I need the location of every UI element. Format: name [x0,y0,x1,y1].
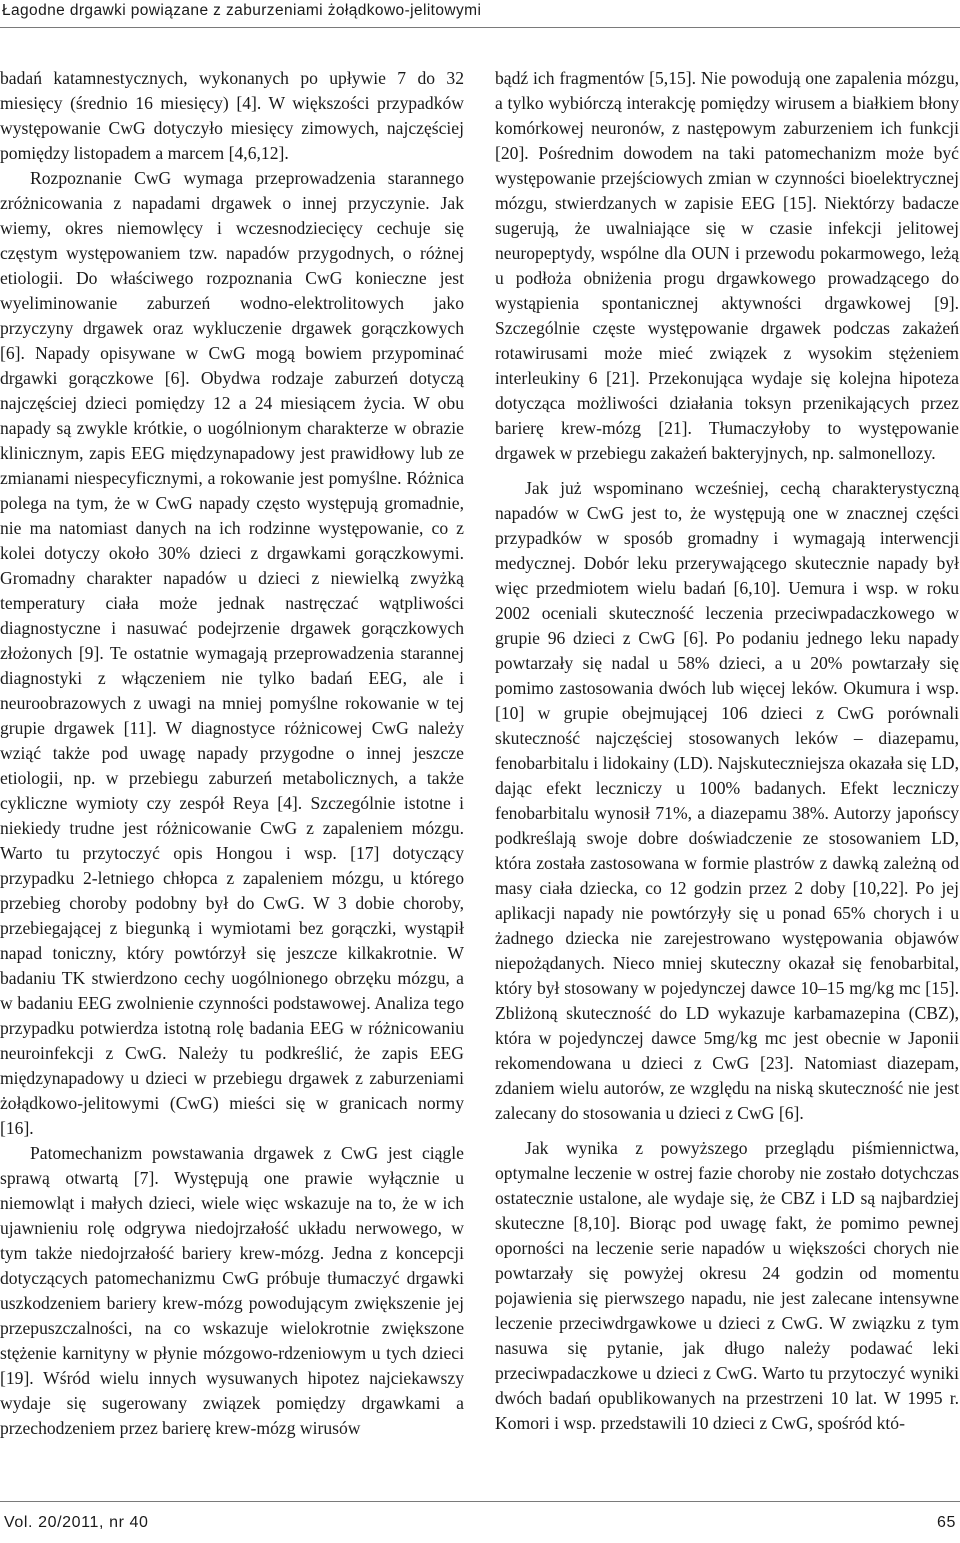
right-paragraph-3: Jak wynika z powyższego przeglądu piśmiennictwa, optymalne leczenie w ostrej fazie choroby nie zostało dotychczas ostatecznie ustalone, ale wydaje się, że CBZ i LD są najbardziej skuteczne [8,10]. Biorąc pod uwagę fakt, że pomimo pewnej oporności na leczenie serie napadów u większości chorych nie powtarzały się powyżej okresu 24 godzin od momentu pojawienia się pierwszego napadu, nie jest zalecane intensywne leczenie przeciwdrgawkowe u dzieci z CwG. W związku z tym nasuwa się pytanie, jak długo należy podawać leki przeciwpadaczkowe u dzieci z CwG. Warto tu przytoczyć wyniki dwóch badań opublikowanych na przestrzeni 10 lat. W 1995 r. Komori i wsp. przedstawili 10 dzieci z CwG, spośród któ- [495,1138,959,1433]
header-rule [0,27,960,28]
footer-rule [0,1501,960,1502]
page-number: 65 [937,1514,956,1531]
running-title: Łagodne drgawki powiązane z zaburzeniami żołądkowo-jelitowymi [2,2,482,19]
left-paragraph-3: Patomechanizm powstawania drgawek z CwG jest ciągle sprawą otwartą [7]. Występują one prawie wyłącznie u niemowląt i małych dzieci, wiele więc wskazuje na to, że w ich ujawnieniu rolę odgrywa niedojrzałość układu nerwowego, w tym także niedojrzałość bariery krew-mózg. Jedna z koncepcji dotyczących patomechanizmu CwG próbuje tłumaczyć drgawki uszkodzeniem bariery krew-mózg powodującym zwiększenie jej przepuszczalności, na co wskazuje wielokrotnie zwiększone stężenie karnityny w płynie mózgowo-rdzeniowym u tych dzieci [19]. Wśród wielu innych wysuwanych hipotez najciekawszy wydaje się sugerowany związek pomiędzy drgawkami a przechodzeniem przez barierę krew-mózg wirusów [0,1143,464,1438]
right-paragraph-2: Jak już wspominano wcześniej, cechą charakterystyczną napadów w CwG jest to, że występują one w znacznej części przypadków w sposób gromadny i wymagają interwencji medycznej. Dobór leku przerywającego skutecznie napady był więc przedmiotem wielu badań [6,10]. Uemura i wsp. w roku 2002 oceniali skuteczność leczenia przeciwpadaczkowego w grupie 96 dzieci z CwG [6]. Po podaniu jednego leku napady powtarzały się nadal u 58% dzieci, a u 20% powtarzały się pomimo zastosowania dwóch lub więcej leków. Okumura i wsp. [10] w grupie obejmującej 106 dzieci z CwG porównali skuteczność najczęściej stosowanych leków – diazepamu, fenobarbitalu i lidokainy (LD). Najskuteczniejsza okazała się LD, dając efekt leczniczy u 100% badanych. Efekt leczniczy fenobarbitalu wynosił 71%, a diazepamu 38%. Autorzy japońscy podkreślają swoje dobre doświadczenie ze stosowaniem LD, która została zastosowana w formie plastrów z dawką zależną od masy ciała dziecka, co 12 godzin przez 2 doby [10,22]. Po jej aplikacji napady nie powtórzyły się u ponad 65% chorych i u żadnego dziecka nie zarejestrowano występowania objawów niepożądanych. Nieco mniej skuteczny okazał się fenobarbital, który był stosowany w pojedynczej dawce 10–15 mg/kg mc [15]. Zbliżoną skuteczność do LD wykazuje karbamazepina (CBZ), która w pojedynczej dawce 5mg/kg mc jest obecnie w Japonii rekomendowana u dzieci z CwG [23]. Natomiast diazepam, zdaniem wielu autorów, ze względu na niską skuteczność nie jest zalecany do stosowania u dzieci z CwG [6]. [495,478,959,1123]
left-text-column [0,66,464,1441]
right-paragraph-1: bądź ich fragmentów [5,15]. Nie powodują one zapalenia mózgu, a tylko wybiórczą interakcję pomiędzy wirusem a białkiem błony komórkowej neuronów, z następowym zaburzeniem ich funkcji [20]. Pośrednim dowodem na taki patomechanizm może być występowanie przejściowych zmian w czynności bioelektrycznej mózgu, stwierdzanych w zapisie EEG [15]. Niektórzy badacze sugerują, że uwalniające się w czasie infekcji jelitowej neuropeptydy, wspólne dla OUN i przewodu pokarmowego, leżą u podłoża obniżenia progu drgawkowego prowadzącego do wystąpienia spontanicznej aktywności drgawkowej [9]. Szczególnie częste występowanie drgawek podczas zakażeń rotawirusami może mieć związek z wysokim stężeniem interleukiny 6 [21]. Przekonująca wydaje się kolejna hipoteza dotycząca możliwości działania toksyn przenikających przez barierę krew-mózg [21]. Tłumaczyłoby to występowanie drgawek w przebiegu zakażeń bakteryjnych, np. salmonellozy. [495,68,959,463]
right-text-column [495,66,959,1436]
page-footer [0,1510,960,1538]
journal-issue: Vol. 20/2011, nr 40 [4,1514,149,1531]
left-paragraph-2: Rozpoznanie CwG wymaga przeprowadzenia starannego zróżnicowania z napadami drgawek o innej przyczynie. Jak wiemy, okres niemowlęcy i wczesnodziecięcy cechuje się częstym występowaniem tzw. napadów przygodnych, o różnej etiologii. Do właściwego rozpoznania CwG konieczne jest wyeliminowanie zaburzeń wodno-elektrolitowych jako przyczyny drgawek oraz wykluczenie drgawek gorączkowych [6]. Napady opisywane w CwG mogą bowiem przypominać drgawki gorączkowe [6]. Obydwa rodzaje zaburzeń dotyczą najczęściej dzieci pomiędzy 12 a 24 miesiącem życia. W obu napady są zwykle krótkie, o uogólnionym charakterze w obrazie klinicznym, zapis EEG międzynapadowy jest prawidłowy lub ze zmianami niespecyficznymi, a rokowanie jest pomyślne. Różnica polega na tym, że w CwG napady często występują gromadnie, nie ma natomiast danych na ich rodzinne występowanie, co z kolei dotyczy około 30% dzieci z drgawkami gorączkowymi. Gromadny charakter napadów u dzieci z niewielką zwyżką temperatury ciała może jednak nastręczać wątpliwości diagnostyczne i nasuwać podejrzenie drgawek gorączkowych złożonych [9]. Te ostatnie wymagają przeprowadzenia starannej diagnostyki z włączeniem nie tylko badań EEG, ale i neuroobrazowych z uwagi na mniej pomyślne rokowanie w tej grupie drgawek [11]. W diagnostyce różnicowej CwG należy wziąć także pod uwagę napady przygodne o innej jeszcze etiologii, np. w przebiegu zaburzeń metabolicznych, a także cykliczne wymioty czy zespół Reya [4]. Szczególnie istotne i niekiedy trudne jest różnicowanie CwG z zapaleniem mózgu. Warto tu przytoczyć opis Hongou i wsp. [17] dotyczący przypadku 2-letniego chłopca z zapaleniem mózgu, u którego przebieg choroby podobny był do CwG. W 3 dobie choroby, przebiegającej z biegunką i wymiotami bez gorączki, wystąpił napad toniczny, który powtórzył się jeszcze kilkakrotnie. W badaniu TK stwierdzono cechy uogólnionego obrzęku mózgu, a w badaniu EEG zwolnienie czynności podstawowej. Analiza tego przypadku potwierdza istotną rolę badania EEG w różnicowaniu neuroinfekcji z CwG. Należy tu podkreślić, że zapis EEG międzynapadowy u dzieci w przebiegu drgawek z zaburzeniami żołądkowo-jelitowymi (CwG) mieści się w granicach normy [16]. [0,168,464,1138]
left-paragraph-1: badań katamnestycznych, wykonanych po upływie 7 do 32 miesięcy (średnio 16 miesięcy) [4]. W większości przypadków występowanie CwG dotyczyło miesięcy zimowych, najczęściej pomiędzy listopadem a marcem [4,6,12]. [0,68,464,163]
